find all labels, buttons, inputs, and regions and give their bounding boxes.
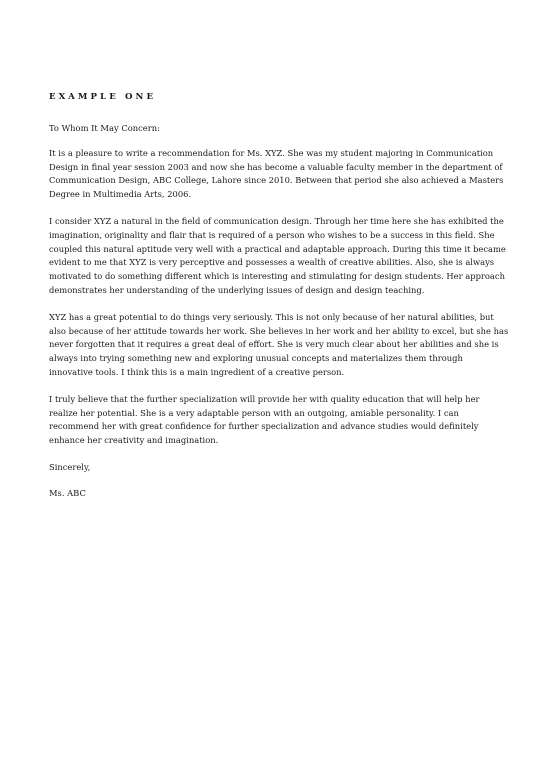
paragraph-1 — [49, 147, 502, 202]
paragraph-line: It is a pleasure to write a recommendation for Ms. XYZ. She was my student majoring in Communication — [49, 147, 494, 158]
paragraph-4 — [49, 393, 502, 448]
paragraph-line: I truly believe that the further specialization will provide her with quality education that will help her — [49, 393, 480, 404]
paragraph-line: evident to me that XYZ is very perceptive and possesses a wealth of creative abilities. Also, she is always — [49, 257, 495, 268]
closing: Sincerely, — [49, 461, 91, 472]
paragraph-line: imagination, originality and flair that is required of a person who wishes to be a success in this field. She — [49, 229, 495, 240]
paragraph-line: recommend her with great confidence for further specialization and advance studies would definitely — [49, 421, 479, 432]
paragraph-3 — [49, 311, 509, 380]
paragraph-line: XYZ has a great potential to do things very seriously. This is not only because of her natural abilities, but — [49, 311, 494, 322]
paragraph-line: motivated to do something different which is interesting and stimulating for design students. Her approach — [49, 271, 505, 282]
paragraph-line: enhance her creativity and imagination. — [49, 435, 219, 446]
paragraph-line: never forgotten that it requires a great deal of effort. She is very much clear about her abilities and she is — [49, 339, 499, 350]
signature-name: Ms. ABC — [49, 487, 86, 498]
paragraph-line: also because of her attitude towards her work. She believes in her work and her ability to excel, but she has — [49, 325, 509, 336]
paragraph-line: innovative tools. I think this is a main ingredient of a creative person. — [49, 366, 345, 377]
paragraph-line: always into trying something new and exploring unusual concepts and materializes them through — [49, 353, 463, 364]
paragraph-2 — [49, 215, 506, 298]
paragraph-line: I consider XYZ a natural in the field of communication design. Through her time here she has exhibited the — [49, 215, 504, 226]
document-heading: EXAMPLE ONE — [49, 92, 157, 102]
paragraph-line: realize her potential. She is a very adaptable person with an outgoing, amiable personality. I can — [49, 407, 459, 418]
paragraph-line: coupled this natural aptitude very well with a practical and adaptable approach. During this time it became — [49, 243, 506, 254]
paragraph-line: demonstrates her understanding of the underlying issues of design and design teaching. — [49, 284, 425, 295]
paragraph-line: Design in final year session 2003 and now she has become a valuable faculty member in the department of — [49, 161, 503, 172]
paragraph-line: Communication Design, ABC College, Lahore since 2010. Between that period she also achieved a Masters — [49, 175, 504, 186]
salutation: To Whom It May Concern: — [49, 123, 160, 133]
paragraph-line: Degree in Multimedia Arts, 2006. — [49, 189, 192, 200]
